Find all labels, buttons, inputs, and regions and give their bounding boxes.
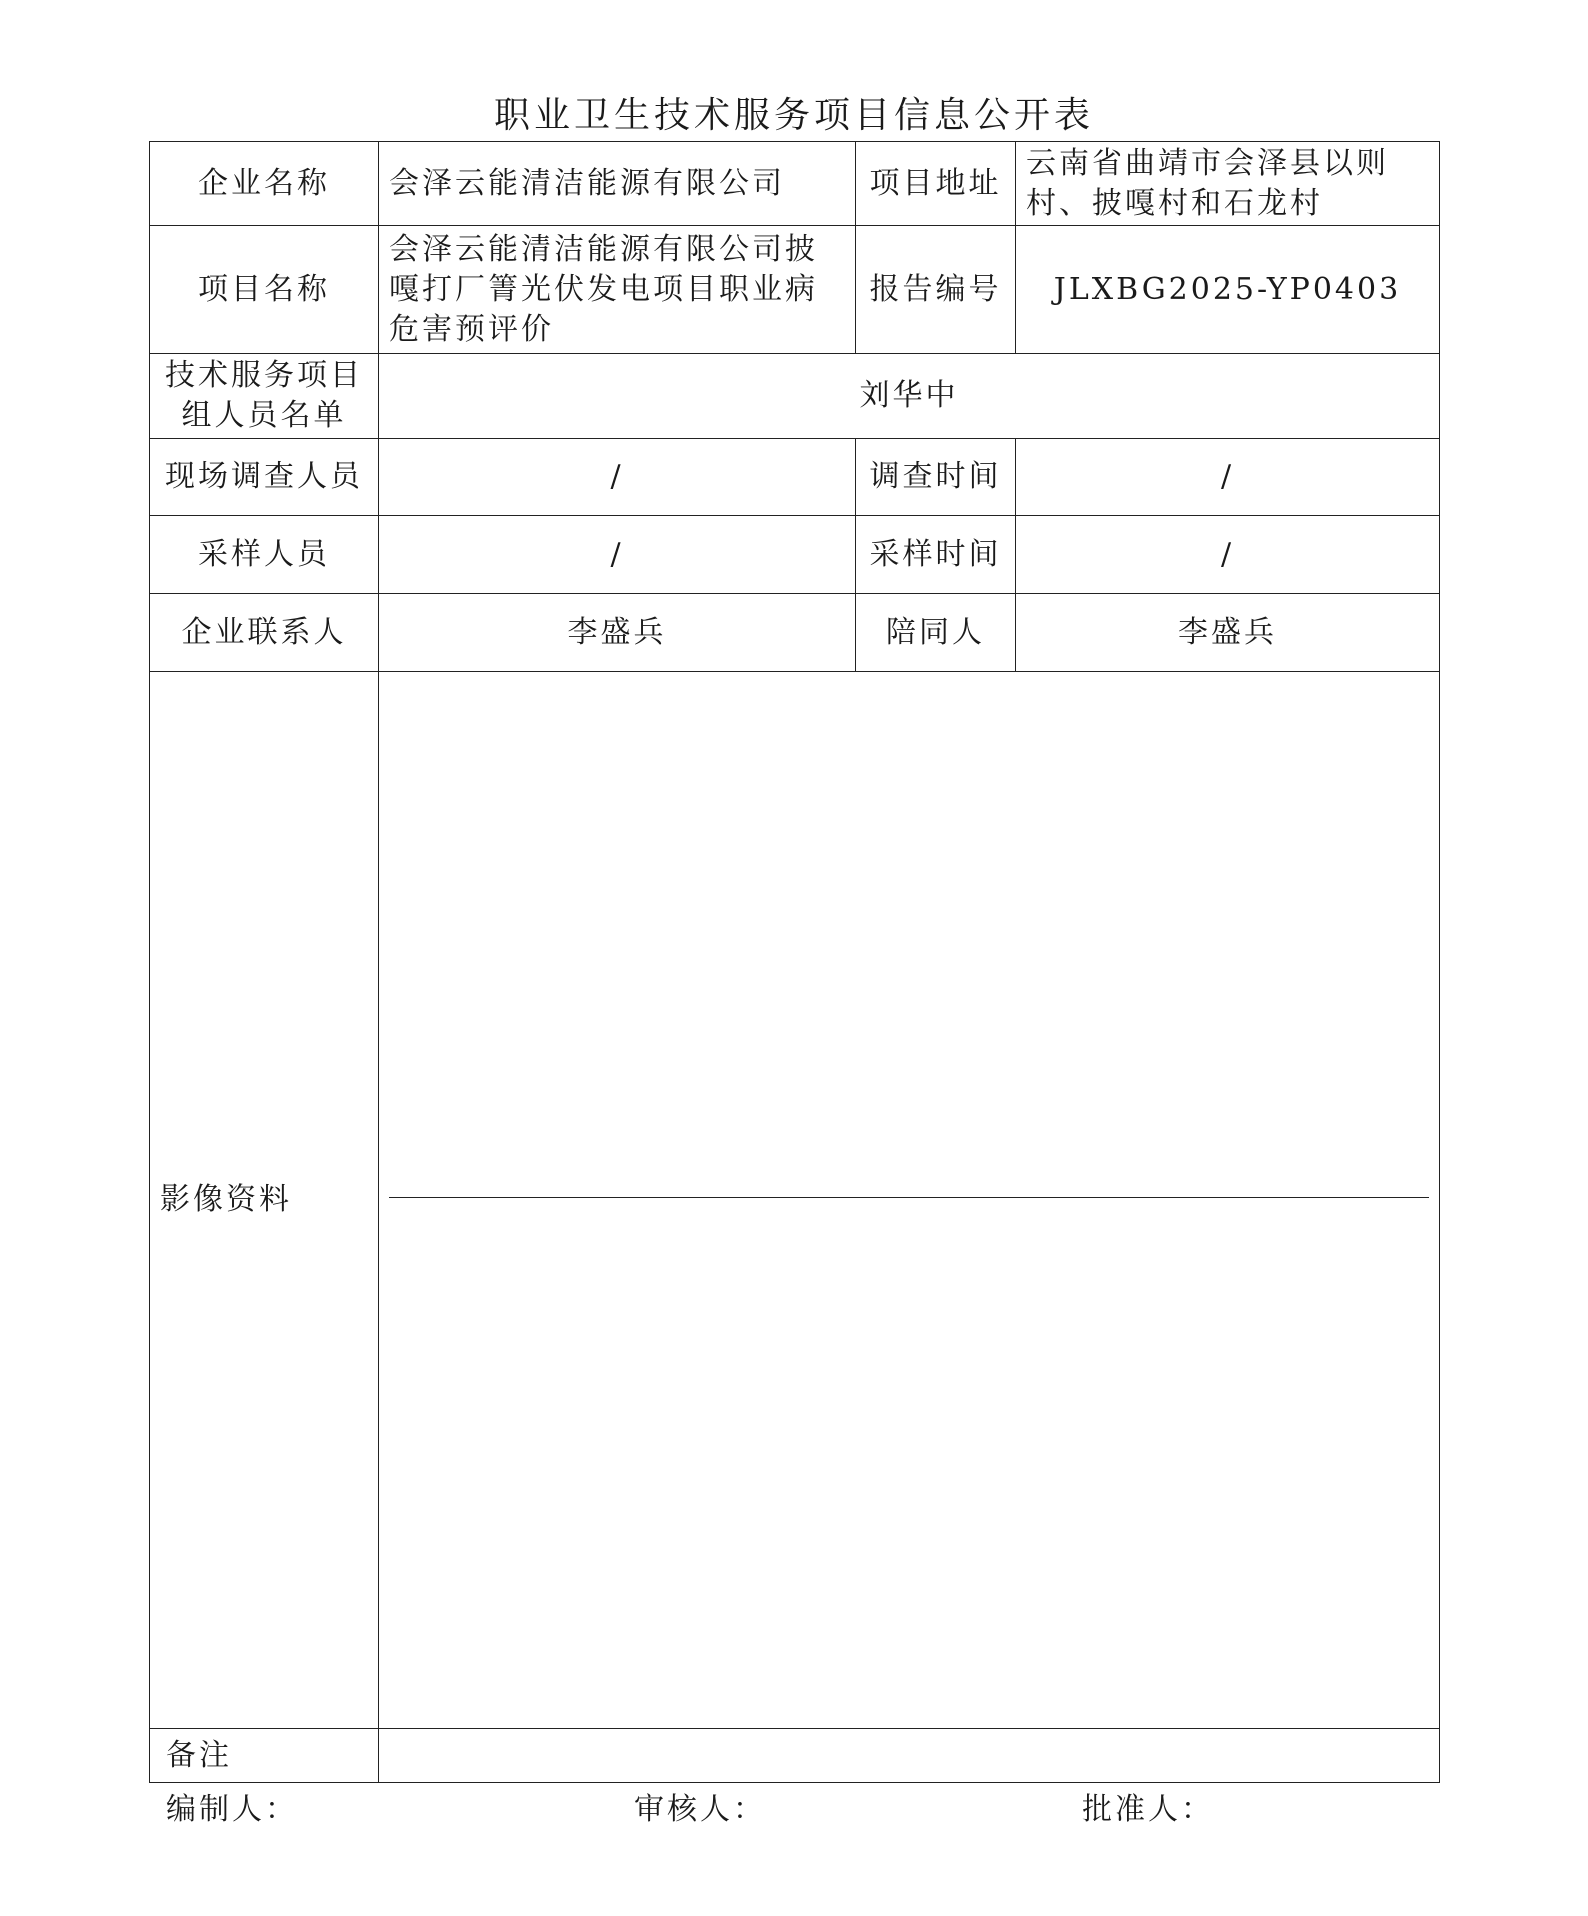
contact-person-value: 李盛兵 <box>379 594 856 672</box>
row-company <box>150 142 1440 226</box>
companion-label: 陪同人 <box>856 594 1016 672</box>
company-name-value: 会泽云能清洁能源有限公司 <box>379 142 856 226</box>
project-name-value: 会泽云能清洁能源有限公司披嘎打厂箐光伏发电项目职业病危害预评价 <box>379 226 856 354</box>
row-team <box>150 354 1440 439</box>
team-list-value: 刘华中 <box>379 354 1440 439</box>
remarks-value <box>379 1729 1440 1783</box>
project-address-label: 项目地址 <box>856 142 1016 226</box>
photo-slot-top <box>389 672 1429 1198</box>
row-media <box>150 672 1440 1729</box>
team-list-label: 技术服务项目组人员名单 <box>150 354 379 439</box>
media-area <box>379 672 1440 1729</box>
page-title: 职业卫生技术服务项目信息公开表 <box>493 95 1094 136</box>
company-name-label: 企业名称 <box>150 142 379 226</box>
compiler-label: 编制人： <box>166 1792 298 1827</box>
project-address-value: 云南省曲靖市会泽县以则村、披嘎村和石龙村 <box>1016 142 1440 226</box>
row-contact <box>150 594 1440 672</box>
sampling-staff-label: 采样人员 <box>150 516 379 594</box>
report-number-value: JLXBG2025-YP0403 <box>1016 226 1440 354</box>
info-table <box>149 141 1440 1783</box>
media-label: 影像资料 <box>150 672 379 1729</box>
project-name-label: 项目名称 <box>150 226 379 354</box>
survey-staff-value: / <box>379 439 856 516</box>
sampling-staff-value: / <box>379 516 856 594</box>
reviewer-label: 审核人： <box>634 1792 766 1827</box>
approver-label: 批准人： <box>1082 1792 1214 1827</box>
row-survey <box>150 439 1440 516</box>
row-remarks <box>150 1729 1440 1783</box>
remarks-label: 备注 <box>150 1729 379 1783</box>
survey-time-label: 调查时间 <box>856 439 1016 516</box>
sampling-time-label: 采样时间 <box>856 516 1016 594</box>
sampling-time-value: / <box>1016 516 1440 594</box>
report-number-label: 报告编号 <box>856 226 1016 354</box>
survey-staff-label: 现场调查人员 <box>150 439 379 516</box>
row-project <box>150 226 1440 354</box>
survey-time-value: / <box>1016 439 1440 516</box>
photo-slot-bottom <box>389 1198 1429 1728</box>
row-sampling <box>150 516 1440 594</box>
contact-person-label: 企业联系人 <box>150 594 379 672</box>
companion-value: 李盛兵 <box>1016 594 1440 672</box>
